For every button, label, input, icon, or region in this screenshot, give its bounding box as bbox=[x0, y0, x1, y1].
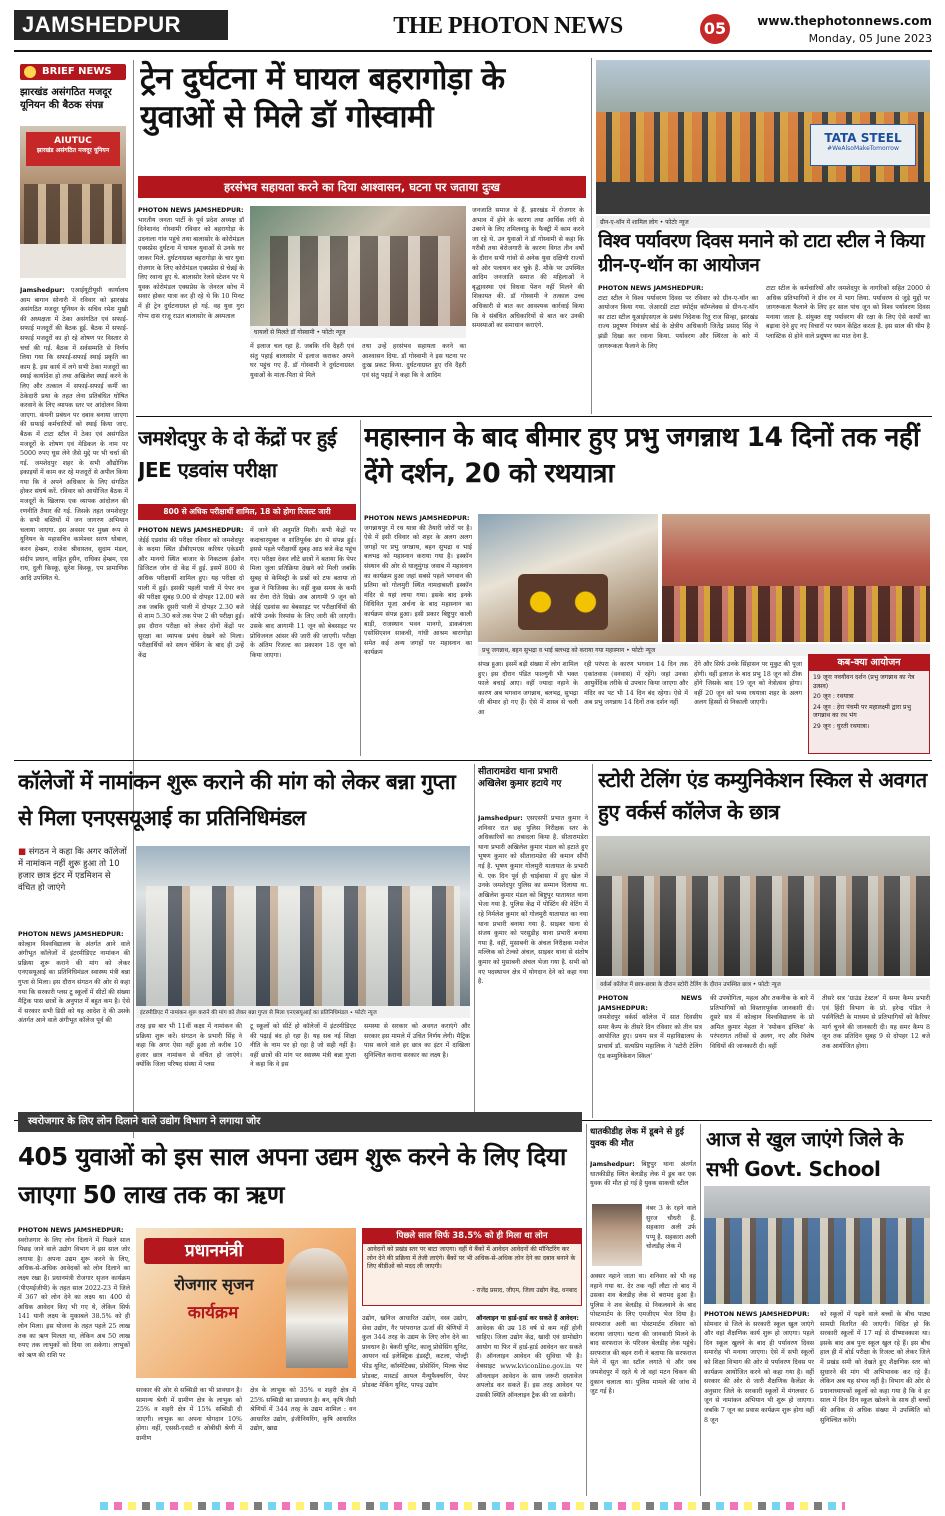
issue-date: Monday, 05 June 2023 bbox=[808, 32, 932, 45]
drowning-body-top bbox=[590, 1160, 696, 1200]
drowning-dateline: Jamshedpur: bbox=[590, 1161, 635, 1168]
poster-portrait bbox=[286, 1248, 348, 1368]
drowning-body-right: नंबर 3 के रहने वाले सुरज चौधरी हैं. सहकारा अली उर्फ पप्पू है. सहकारा अली चोलडीह लेक में bbox=[646, 1205, 696, 1251]
jagannath-headline: महास्नान के बाद बीमार हुए प्रभु जगन्नाथ 14 दिनों तक नहीं देंगे दर्शन, 20 को रथयात्रा bbox=[364, 422, 920, 489]
train-headline: ट्रेन दुर्घटना में घायल बहरागोड़ा के युवाओं से मिले डॉ गोस्वामी bbox=[140, 61, 505, 135]
nsui-photo-caption: इंटरमीडिएट में नामांकन शुरू कराने की मांग को लेकर बन्ना गुप्ता से मिला एनएसयूआई का प्रतिनिधिमंडल • फोटोः न्यूज bbox=[136, 1006, 470, 1018]
sitaramdera-headline: सीतारामडेरा थाना प्रभारी अखिलेश कुमार हटाये गए bbox=[478, 767, 562, 789]
jee-divider bbox=[360, 420, 361, 756]
jagannath-col-1 bbox=[364, 514, 472, 754]
jee-col-2: में जाने की अनुमति मिली। सभी केंद्रों पर कदाचारमुक्त व शांतिपूर्वक ढंग से संपन्न हुई। इससे पहले परीक्षार्थी सुबह आठ बजे केंद्र पहुंच गए। परीक्षा देकर लौटे छात्रों ने बताया कि पेपर मिला जुला प्रतिक्रिया देखने को मिली जबकि सुबह से केमिस्ट्री के प्रश्नों को टफ बताया तो कुछ ने फिजिक्स के। वहीं कुछ समय के कमी का रोना रोते दिखे। अब आगामी 9 जून को जेईई एडवांस का बेबसाइट पर परीक्षार्थियों की कॉपी उनके रिस्पांस के लिए जारी की जाएगी। उसके बाद आगामी 11 जून को बेबसाइट पर प्रोविजनल आंसर की जारी की जाएगी। परीक्षा के अंतिम रिजल्ट का प्रकाशन 18 जून को किया जाएगा। bbox=[250, 527, 356, 659]
sitaramdera-dateline: Jamshedpur: bbox=[478, 815, 523, 822]
green-headline: विश्व पर्यावरण दिवस मनाने को टाटा स्टील ने किया ग्रीन-ए-थॉन का आयोजन bbox=[598, 231, 925, 276]
page-number: 05 bbox=[700, 14, 730, 44]
workers-photo bbox=[596, 836, 930, 976]
train-dateline: PHOTON NEWS JAMSHEDPUR: bbox=[138, 207, 244, 214]
nsui-pullquote-text: संगठन ने कहा कि अगर कॉलेजों में नामांकन नहीं शुरू हुआ तो 10 हजार छात्र इंटर में एडमिशन से वंचित हो जाएंगे bbox=[18, 847, 127, 893]
loan-col-5 bbox=[476, 1314, 582, 1494]
sitaramdera-body-text: एसएसपी प्रभात कुमार ने शनिवार रात छह पुलिस निरीक्षक स्तर के अधिकारियों का तबादला किया है. सीतारामडेरा थाना प्रभारी अखिलेश कुमार मंडल को हटाते हुए भूषण कुमार को सीतारामडेरा की कमान सौंपी गई है. भूषण कुमार गोलमुरी यातायात के प्रभारी थे. एक दिन पूर्व ही चाईबासा में हुए खेल में उनके जमशेदपुर पुलिस का सम्मान दिलाया था. अखिलेश कुमार मंडल को बिष्टुपुर यातायात थाना भेजा गया है. पुलिस केंद्र में पोस्टिंग की वेटिंग में रहे निर्मलेश कुमार को गोलमुरी यातायात का नया थाना प्रभारी बनाया गया है. साइबर थाना से संजय कुमार को परसुडीह थाना प्रभारी बनाया गया है. वहीं, मुसाबनी के अंचल निरीक्षक मनोज मल्लिक को टेल्को अंचल, साइबर थाना से संतोष कुमार को मुसाबनी अंचल भेजा गया है. सभी को नए पदस्थापन क्षेत्र में योगदान देने को कहा गया है. bbox=[478, 815, 588, 986]
schedule-item: 24 जून : हेरा पंचमी पर महालक्ष्मी द्वारा प्रभु जगन्नाथ का रथ भंग bbox=[813, 703, 911, 720]
brief-body bbox=[20, 286, 128, 771]
drowning-body: अक्सर नहाने जाता था। शनिवार को भी वह नहाने गया था. देर तक नहीं लौटा तो बाद में उसका शव बेलडीह लेक से बरामद हुआ है। पुलिस ने शव बेलडीह से निकलवाने के बाद पोस्टमार्टम के लिए एमजीएम भेज दिया है। सरफराज अली का पोस्टमार्टम रविवार को कराया जाएगा। घटना की जानकारी मिलने के बाद सरफराज के परिजन बेलडीह लेक पहुंचे। सरफराज की बहन रानी ने बताया कि सरफराज मेले में सूत का स्टॉल लगाते थे और जब जमशेदपुर में रहते थे तो वहां मटन चिकन की दुकान चलाता था। पुलिस मामले की जांच में जुट गई है। bbox=[590, 1273, 696, 1396]
workers-col-3: तीसरे सत्र 'ग्राउंड टेस्टल' में समर कैम्प प्रभारी एवं हिंदी विभाग के प्रो. हरेन्द्र पंडित ने पर्सनैलिटी के माध्यम से प्रतिभागियों को कैरियर मार्ग चुनने की जानकारी दी। यह समर कैम्प 8 जून तक प्रतिदिन सुबह 9 से दोपहर 12 बजे तक आयोजित होगा। bbox=[822, 995, 930, 1050]
train-col-1-text: भारतीय जनता पार्टी के पूर्व प्रदेश अध्यक्ष डॉ दिनेशानंद गोस्वामी रविवार को बहरागोड़ा के उदनाला गांव पहुंचे तथा बालासोर के कोरोमंडल एक्सप्रेस दुर्घटना में घायल युवाओं से उनके घर जाकर मिले. दुर्घटनाग्रस्त बहरागोड़ा के चार युवा रोजगार के लिए कोरोमंडल एक्सप्रेस से चेन्नई के लिए रवाना हुए थे. बालासोर रेलवे स्टेशन पर ये युवक कोरोमंडल एक्सप्रेस के जेनरल कोच में सवार होकर यात्रा कर ही रहे थे कि 10 मिनट में ही ट्रेन दुर्घटनाग्रस्त हो गई. वह युवा गुरा गोप्प दास राजू राउत बालासोर के अस्पताल bbox=[138, 216, 244, 320]
green-dateline: PHOTON NEWS JAMSHEDPUR: bbox=[598, 285, 704, 292]
loan-story bbox=[14, 1110, 584, 1496]
brief-banner-line-2: झारखंड असंगठित मजदूर यूनियन bbox=[36, 147, 110, 154]
print-color-marks bbox=[100, 1502, 845, 1510]
loan-col-1-text: स्वरोजगार के लिए लोन दिलाने में पिछले साल पिछड़ जाने वाले उद्योग विभाग ने इस साल जोर लगाया है। अपना उद्यम शुरू करने के लिए, अधिक-से-अधिक आवेदकों को लोन दिलाने का लक्ष्य रखा है। प्रधानमंत्री रोजगार सृजन कार्यक्रम (पीएमईजीपी) के तहत साल 2022-23 में जिले में 367 को लोन देने का लक्ष्य था। 400 से अधिक आवेदन किए भी गए थे, लेकिन सिर्फ 141 यानी लक्ष्य के मुकाबले 38.5% को ही लोन मिला। इस योजना के तहत पहले 25 लाख तक का ऋण मिलता था, लेकिन अब 50 लाख रुपए तक लाभुकों को दिया जा सकेगा। लाभुकों को ऋण की राशि पर bbox=[18, 1236, 130, 1359]
brief-news-label bbox=[20, 64, 126, 80]
train-story bbox=[136, 58, 588, 414]
school-col-2: को स्कूलों में पढ़ने वाले बच्चों के बीच पाठ्य सामग्री वितरित की जाएगी। विदित हो कि सरकारी स्कूलों में 17 मई से ग्रीष्मावकाश था। इसके बाद अब पुनः स्कूल खुल रहे हैं। इस बीच हाल ही में बोर्ड परीक्षा के रिजल्ट को लेकर जिले में प्रखंड समी को देखते हुए शैक्षणिक स्तर को सुधारने की मांग भी अभिभावक कर रहे हैं। लेकिन अब यह संभव नहीं है। विभाग की ओर से प्रधानाध्यापकों स्कूलों को कहा गया है कि वे हर साल में दिन दिन स्कूल खोलने के साथ ही बच्चों की अधिक से अधिक संख्या में उपस्थिति को सुनिश्चित करेंगे। bbox=[820, 1311, 930, 1424]
masthead bbox=[0, 0, 945, 56]
loan-col-5-text: आवेदक की उम्र 18 वर्ष से कम नहीं होनी चाहिए। जिला उद्योग केंद्र, खादी एवं ग्रामोद्योग आयोग या फिर में हार्ड-हार्ड आवेदन कर सकते हैं। ऑनलाइन आवेदन की सुविधा भी है। वेबसाइट www.kviconline.gov.in पर ऑनलाइन आवेदन के साथ जरूरी दस्तावेज अपलोड कर सकते हैं। इस तरह आवेदन पर उसकी स्थिति ऑनलाइन ट्रैक की जा सकेगी। bbox=[476, 1324, 582, 1399]
green-col-1-text: टाटा स्टील ने विश्व पर्यावरण दिवस पर रविवार को ग्रीन-ए-थॉन का आयोजन किया गया. जेआरडी टाटा स्पोर्ट्स कॉम्प्लेक्स से ग्रीन-ए-थॉन का टाटा स्टील यूआईएसएल के प्रबंध निदेशक रितु राज सिन्हा, झारखंड राज्य प्रदूषण नियंत्रण बोर्ड के क्षेत्रीय अधिकारी जितेंद्र प्रसाद सिंह ने झंडी दिखा कर रवाना किया. पर्यावरण और स्थिरता के बारे में जागरूकता फैलाने के लिए bbox=[598, 294, 758, 350]
nsui-dateline: PHOTON NEWS JAMSHEDPUR: bbox=[18, 931, 124, 938]
nsui-divider bbox=[474, 764, 475, 1118]
school-photo bbox=[704, 1186, 930, 1304]
train-col-3: तथा उन्हें हरसंभव सहायता करने का आश्वासन दिया. डॉ गोस्वामी ने इस घटना पर दुःख प्रकट किया. दुर्घटनाग्रस्त हुए रवि दैहरी एवं संतु पहाई ने कहा कि वे आदिम bbox=[362, 343, 466, 379]
loan-quote-credit: - राजेंद्र प्रसाद, जीएम, जिला उद्योग केंद्र, धनबाद bbox=[472, 1287, 577, 1294]
jee-subhead: 800 से अधिक परीक्षार्थी शामिल, 18 को होगा रिजल्ट जारी bbox=[138, 504, 356, 520]
train-col-2: में इलाज चल रहा है. जबकि रवि दैहरी एवं संतु पहाई बालासोर में इलाज कराकर अपने घर पहुंच गए हैं. डॉ गोस्वामी ने दुर्घटनाग्रस्त युवाओं के माता-पिता से मिले bbox=[250, 343, 354, 379]
schedule-item: 19 जूनः नवयौवन दर्शन (प्रभु जगन्नाथ का नेत्र उत्सव) bbox=[813, 674, 915, 690]
nsui-col-3: टू स्कूलों को सीटें हो कॉलेजों में इंटरमीडिएट की पढ़ाई बंद हो रहा है। यह सब नई शिक्षा नीति के नाम पर हो रहा है जो सही नहीं है। वहीं छात्रों की मांग पर स्वास्थ्य मंत्री बन्ना गुप्ता ने कहा कि वे इस bbox=[250, 1023, 356, 1069]
row-divider-1 bbox=[136, 416, 932, 417]
loan-col-5-head: ऑनलाइन या हार्ड-हार्ड कर सकते हैं आवेदन: bbox=[476, 1315, 579, 1322]
workers-col-1-text: जमशेदपुर वर्कर्स कॉलेज में सात दिवसीय समर कैम्प के तीसरे दिन रविवार को तीन सत्र आयोजित हुए। प्रथम सत्र में महाविद्यालय के प्राचार्य डॉ. सत्यप्रिय महालिक ने 'स्टोरी टेलिंग एंड कम्युनिकेशन स्किल' bbox=[598, 1014, 702, 1060]
city-label: JAMSHEDPUR bbox=[14, 10, 228, 40]
tata-steel-sign-sub: #WeAlsoMakeTomorrow bbox=[827, 145, 899, 152]
green-story bbox=[594, 58, 932, 414]
workers-photo-caption: वर्कर्स कॉलेज में छात्र-छात्रा के दौरान स्टोरी टेलिंग के दौरान उपस्थित छात्र • फोटोः न्यूज bbox=[596, 978, 930, 990]
loan-divider bbox=[586, 1124, 587, 1496]
school-children bbox=[704, 1218, 930, 1304]
green-col-1 bbox=[598, 284, 758, 410]
train-col-4: जनजाति समाज से हैं. झारखंड में रोजगार के अभाव में होने के कारण तथा आर्थिक तंगी से उबरने के लिए तमिलनाडु के फैक्ट्री में काम करने जा रहे थे. उन युवाओं ने डॉ गोस्वामी से कहा कि गरीबी तथा बेरोजगारी के कारण विगत तीन वर्षों के दौरान सभी गांवों से अनेक युवा दक्षिणी राज्यों को ओर पलायन कर चुके हैं. मौके पर उपस्थित आदिम जनजाति समाज की महिलाओं ने बृद्धावस्था एवं विधवा पेंशन नहीं मिलने की शिकायत की. डॉ गोस्वामी ने तत्काल उच्च अधिकारी से बात कर आवश्यक कार्रवाई किया कि वे संबंधित अधिकारियों से बात कर उनकी समस्याओं का समाधान कराएंगे. bbox=[472, 207, 584, 330]
drowning-story bbox=[588, 1122, 696, 1496]
poster-line-3: कार्यक्रम bbox=[187, 1303, 239, 1323]
brief-banner bbox=[26, 132, 120, 166]
nsui-col-1-text: कोल्हान विश्वविद्यालय के अंतर्गत आने वाले अंगीभूत कॉलेजों में इंटरमीडिएट नामांकन की प्रक्रिया शुरू कराने की मांग को लेकर एनएसयूआई का प्रतिनिधिमंडल स्वास्थ्य मंत्री बन्ना गुप्ता से मिला। इस दौरान संगठन की ओर से कहा गया कि सरकारी प्लस टू स्कूलों में सीटों की संख्या मैट्रिक पास छात्रों के अनुपात में बहुत कम है। ऐसे में सरकार सभी डिग्री को यह आदेश दे की उसके अंतर्गत आने वाले अंगीभूत कॉलेज पूर्व की bbox=[18, 940, 130, 1025]
brief-photo bbox=[20, 126, 126, 278]
tata-steel-sign bbox=[810, 124, 916, 166]
green-photo-caption: ग्रीन-ए-थॉन में शामिल लोग • फोटोः न्यूज bbox=[596, 216, 930, 228]
workers-col-1 bbox=[598, 994, 702, 1116]
nsui-headline: कॉलेजों में नामांकन शुरू कराने की मांग को लेकर बन्ना गुप्ता से मिला एनएसयूआई का प्रतिनिधिमंडल bbox=[18, 770, 456, 830]
loan-col-2: सरकार की ओर से सब्सिडी का भी प्रावधान है। सामान्य श्रेणी में ग्रामीण क्षेत्र के लाभुक को 25% व शहरी क्षेत्र में 15% सब्सिडी दी जाएगी। लाभुक का अपना योगदान 10% होगा। वहीं, एससी-एसटी व ओबीसी श्रेणी में ग्रामीण bbox=[136, 1387, 242, 1442]
drowning-body-top-text: बिष्टुपुर थाना अंतर्गत धातकीडीह स्थित बेलडीह लेक में डूब कर एक युवक की मौत हो गई है युवक साकची स्टील bbox=[590, 1161, 696, 1188]
sitaramdera-body bbox=[478, 814, 588, 1116]
nsui-col-1 bbox=[18, 930, 130, 1116]
loan-headline: 405 युवाओं को इस साल अपना उद्यम शुरू करने के लिए दिया जाएगा 50 लाख तक का ऋण bbox=[18, 1142, 566, 1209]
nsui-col-2: तरह इस बार भी 11वीं कक्षा में नामांकन की प्रक्रिया शुरू करें। संगठन के प्रभारी सिंह ने कहा कि अगर ऐसा नहीं हुआ तो करीब 10 हजार छात्र नामांकन से वंचित हो जाएंगे। क्योंकि जिला परिषद संस्था में प्लस bbox=[136, 1023, 242, 1069]
loan-col-3: क्षेत्र के लाभुक को 35% व शहरी क्षेत्र में 25% सब्सिडी का प्रावधान है। बन, कृषि जैसी श्रेणियों में 344 तरह के उद्यम शामिल : वन आधारित उद्योग, इंजीनियरिंग, कृषि आधारित उद्योग, खाद्य bbox=[250, 1387, 356, 1433]
train-photo-figures bbox=[270, 236, 450, 326]
nsui-pullquote bbox=[18, 846, 130, 916]
brief-body-text: एआईयूटीयूसी कार्यालय आम बागान सोनारी में रविवार को झारखंड असंगठित मजदूर यूनियन के सचिव रमेश मुखी की अध्यक्षता में ठेका असंगठित एवं सफाई-सफाई मजदूरों की बैठक हुई. बैठक में सफाई-सफाई मजदूरों का हो रहे शोषण पर विस्तार से चर्चा की गई. बैठक में सर्वसम्मति से निर्णय लिया गया कि सफाई-सफाई स्थाई प्रकृति का काम है. इस कार्य में लगे सभी ठेका मजदूरों का स्थाई कार्यादेश हो तथा अखिलेश स्थाई करने के लिए और तत्काल में सफाई-सफाई कर्मी का ठेकेदारी प्रथा के तहत लेना प्रतिबंधित घोषित करवाने के लिए व्यापक स्तर पर आंदोलन किया जाएगा. कंपनी प्रबंधन पर दबाव बनाया जाएगा की सफाई कर्मचारियों को स्थाई किया जाए. बैठक में टाटा स्टील में ठेका एवं असंगठित मजदूरों के शोषण एवं मेडिकल के नाम पर 5000 रुपए घूस लेने जैसे मुद्दे पर भी चर्चा की गई. जमशेदपुर शहर के सभी औद्योगिक इकाइयों में काम कर रहे मजदूरों से अपील किया गया कि वे अपने अधिकार के लिए संगठित होकर संघर्ष करें. रविवार को आयोजित बैठक में मजदूरों के खिलाफ एक व्यापक आंदोलन की रणनीति तैयार की गई. जिसके तहत जमशेदपुर के सभी बस्तियों में जन जागरण अभियान चलाया जाएगा. इस अवसर पर मुख्य रूप से यूनियन के महासचिव कामेश्वर सरण धोबाल, करन हेम्ब्रम, राजेश श्रीवास्तव, सुदाम मंडल, संदीप प्रधान, वाहित हुसैन, राधिका हेम्ब्रम, एस राय, दुली किस्कू, सुरेश किस्कू, एम प्रामाणिक आदि उपस्थित थे. bbox=[20, 287, 128, 582]
workers-headline: स्टोरी टेलिंग एंड कम्युनिकेशन स्किल से अवगत हुए वर्कर्स कॉलेज के छात्र bbox=[598, 768, 927, 824]
train-col-1 bbox=[138, 206, 244, 412]
schedule-title: कब-क्या आयोजन bbox=[809, 655, 929, 671]
website[interactable]: www.thephotonnews.com bbox=[757, 14, 932, 28]
jagannath-col-4: देंगे और सिर्फ उनके सिंहासन पर मुकुट की पूजा होगी। वहीं इलाज के बाद प्रभु 18 जून को ठीक होंगे जिसके बाद 19 जून को नेत्रोत्सव होगा। वहीं 20 जून को भव्य रथयात्रा शहर के अलग अलग हिस्सों से निकाली जाएगी। bbox=[694, 661, 802, 707]
paper-name: THE PHOTON NEWS bbox=[393, 13, 623, 39]
sitaramdera-story bbox=[476, 762, 590, 1118]
people-silhouettes bbox=[24, 184, 122, 244]
nsui-story bbox=[14, 762, 472, 1118]
jagannath-photo-caption: प्रभु जगन्नाथ, बहन सुभद्रा व भाई बलभद्र को कराया गया महास्नान • फोटोः न्यूज bbox=[478, 644, 930, 656]
drowning-headline: धातकीडीह लेक में डूबने से हुई युवक की मौत bbox=[590, 1127, 685, 1149]
school-col-1 bbox=[704, 1310, 814, 1494]
workers-story bbox=[594, 762, 932, 1118]
table-cloth bbox=[20, 244, 126, 278]
train-photo-caption: घायलों से मिलते डॉ गोस्वामी • फोटोः न्यूज bbox=[250, 326, 466, 338]
schedule-list bbox=[809, 671, 929, 732]
school-story bbox=[702, 1122, 932, 1496]
nsui-col-4: समस्या से सरकार को अवगत कराएंगे और सरकार इस मामले में उचित निर्णय लेगी। मैट्रिक पास करने वाले हर छात्र का इंटर में दाखिला सुनिश्चित कराना सरकार का लक्ष्य है। bbox=[364, 1023, 470, 1059]
pullquote-bullet-icon: ■ bbox=[18, 847, 29, 857]
green-photo-bikes bbox=[596, 182, 930, 214]
row-divider-2 bbox=[14, 760, 932, 761]
sitaramdera-divider bbox=[592, 764, 593, 1118]
jagannath-photo-2 bbox=[662, 514, 930, 642]
poster-line-1: प्रधानमंत्री bbox=[144, 1238, 284, 1264]
school-headline: आज से खुल जाएंगे जिले के सभी Govt. School bbox=[706, 1127, 903, 1181]
schedule-item: 29 जून : घुरती रथयात्रा। bbox=[813, 722, 870, 730]
schedule-box bbox=[808, 654, 930, 754]
jee-headline: जमशेदपुर के दो केंद्रों पर हुई JEE एडवांस परीक्षा bbox=[138, 426, 337, 482]
brief-news-text: BRIEF NEWS bbox=[42, 66, 112, 77]
brief-headline: झारखंड असंगठित मजदूर यूनियन की बैठक संपन्न bbox=[20, 87, 112, 111]
loan-dateline: PHOTON NEWS JAMSHEDPUR: bbox=[18, 1227, 124, 1234]
jee-col-1 bbox=[138, 526, 244, 754]
loan-quote-box bbox=[362, 1228, 582, 1306]
deity-figures bbox=[518, 574, 608, 630]
poster-line-2: रोजगार सृजन bbox=[174, 1275, 254, 1294]
drowning-divider bbox=[700, 1124, 701, 1496]
workers-dateline: PHOTON NEWS JAMSHEDPUR: bbox=[598, 995, 702, 1012]
school-col-1-text: सोमवार से जिले के सरकारी स्कूल खुल जाएंगे और वहां शैक्षणिक कार्य शुरू हो जाएगा। पहले दिन स्कूल खुलने के बाद ही पर्यावरण दिवस समारोह भी मनाया जाएगा। ऐसे में सभी स्कूलों को शिक्षा विभाग की ओर से पर्यावरण दिवस पर कार्यक्रम आयोजित करने को कहा गया है। वहीं सरकार की ओर से जारी शैक्षणिक कैलेंडर के अनुसार जिले के सरकारी स्कूलों में मंगलवार 6 जून से नामांकन अभियान भी शुरू हो जाएगा। जबकि 7 जून का प्रवास कार्यक्रम शुरू होगा वहीं 8 जून bbox=[704, 1320, 814, 1424]
brief-dateline: Jamshedpur: bbox=[20, 287, 65, 294]
jee-dateline: PHOTON NEWS JAMSHEDPUR: bbox=[138, 527, 244, 534]
brief-news-icon bbox=[24, 66, 36, 78]
workers-col-2: की उपयोगिता, महत्व और तकनीक के बारे में प्रतिभागियों को विस्तारपूर्वक जानकारी दी। दूसरे सत्र में कोल्हान विश्वविद्यालय के प्रो अमित कुमार मेहता ने 'स्पोकन इंग्लिश' के परंपरागत तरीकों से अलग, नए और विशेष विधियों की जानकारी दी। वहीं bbox=[710, 995, 814, 1050]
jee-col-1-text: जेईई एडवांस की परीक्षा रविवार को जमशेदपुर के कदमा स्थित डीबीएमएस करियर एकेडमी और मानगो स्थित बाजार के निकटस्थ ईओन डिजिटल जोन दो केंद्र में हुई. इसमें 800 से अधिक परीक्षार्थी शामिल हुए। यह परीक्षा दो पाली में हुई। इसकी पहली पाली में पेपर वन की परीक्षा सुबह 9.00 से दोपहर 12.00 बजे तक जबकि दूसरी पाली में दोपहर 2.30 बजे से शाम 5.30 बजे तक पेपर 2 की परीक्षा हुई। इस दौरान परीक्षा को लेकर दोनों केंद्रों पर सुरक्षा का व्यापक प्रबंध देखने को मिला। परीक्षार्थियों को सघन चेकिंग के बाद ही उन्हें केंद्र bbox=[138, 536, 244, 659]
green-photo bbox=[596, 60, 930, 214]
green-col-2: टाटा स्टील के कर्मचारियों और जमशेदपुर के नागरिकों सहित 2000 से अधिक प्रतिभागियों ने ग्रीन रन में भाग लिया. पर्यावरण से जुड़े मुद्दों पर जागरूकता फैलाने के लिए हर साल पांच जून को विश्व पर्यावरण दिवस मनाया जाता है. संयुक्त राष्ट्र पर्यावरण की रक्षा के लिए ऐसे कार्यों का बढ़ावा देने हुए नए विचारों पर ध्यान केंद्रित करता है. इस साल की थीम है प्लास्टिक से होने वाले प्रदूषण का मात देना है. bbox=[766, 285, 930, 340]
devotees-crowd bbox=[662, 586, 930, 642]
center-right-divider bbox=[591, 58, 592, 414]
drowning-victim-photo bbox=[592, 1204, 642, 1266]
jagannath-col-2: संपन्न हुआ। इसमें बड़ी संख्या में लोग शामिल हुए। इस दौरान पंडित फाल्गुनी भी भक्त फाले बचाई आए। वहीं ज्यादा नहाने के कारण अब भगवान जगन्नाथ, बलभद्र, सुभद्रा जी बीमार हो गए हैं। ऐसे में शास्त्र से चली आ bbox=[478, 661, 578, 716]
loan-kicker: स्वरोजगार के लिए लोन दिलाने वाले उद्योग विभाग ने लगाया जोर bbox=[18, 1112, 582, 1132]
jagannath-photo-1 bbox=[478, 514, 658, 642]
students-rows bbox=[596, 876, 930, 976]
jagannath-dateline: PHOTON NEWS JAMSHEDPUR: bbox=[364, 515, 470, 522]
masthead-rule bbox=[14, 50, 932, 52]
nsui-photo bbox=[136, 846, 470, 1006]
nsui-photo-people bbox=[146, 886, 460, 1006]
jee-story bbox=[136, 418, 358, 756]
brief-banner-line-1: AIUTUC bbox=[54, 136, 92, 146]
loan-col-1 bbox=[18, 1226, 130, 1494]
pmegp-poster bbox=[136, 1228, 356, 1378]
loan-quote-title: पिछले साल सिर्फ 38.5% को ही मिला था लोन bbox=[363, 1229, 581, 1244]
jagannath-col-1-text: जगन्नाथपुर में रथ यात्रा की तैयारी जोरों पर है। ऐसे में इसी रविवार को शहर के अलग अलग जगहों पर प्रभु जगन्नाथ, बहन सुभद्रा व भाई बलभद्र को महास्नान कराया गया है। इस्कॉन संस्थान की ओर से घालूमुंगड़ जवाब में महास्नान का कार्यक्रम हुआ जहां सबसे पहले भगवान की प्रतिमा को गोलमुरी स्थित नामदाबस्ती इस्कॉन मंदिर से यहां लाया गया। इसके बाद इनके विधिवित पूजा अर्चना के बाद महास्नान का कार्यक्रम संपन्न हुआ। इसी प्रकार बिष्टुपुर काली बाड़ी, राजस्थान भवन मानगो, डाकबंगला एसोसिएशन साकची, गांधी आश्रम बारागोड़ा समेत कई अन्य जगहों पर महास्नान का कार्यक्रम bbox=[364, 524, 472, 657]
train-photo bbox=[250, 206, 466, 326]
jagannath-col-3: रही परंपरा के कारण भगवान 14 दिन तक एकांतवास (वनवास) में रहेंगे। जहां उनका आयुर्वेदिक तरीके से उपचार किया जाएगा और मंदिर का पट भी 14 दिन बंद रहेगा। ऐसे में अब प्रभु जगन्नाथ 14 दिनों तक दर्शन नहीं bbox=[584, 661, 688, 707]
loan-quote-body: आवेदनों को प्रखंड स्तर पर बाटा जाएगा। वहीं ये बैंकों में आवेदन आवेदनों की मॉनिटरिंग कर लोन देने की प्रक्रिया में तेजी लाएंगे। बैंकों पर भी अधिक-से-अधिक लोन देने का दबाव बनाने के लिए बीडीओ को मदद ली जाएगी। bbox=[367, 1246, 576, 1271]
jagannath-story bbox=[362, 418, 932, 756]
brief-news bbox=[16, 60, 130, 775]
loan-col-4: उद्योग, खनिज आधारित उद्योग, वस्त्र उद्योग, सेवा उद्योग, गैर परंपरागत ऊर्जा की श्रेणियों में कुल 344 तरह के उद्यम के लिए लोन देने का प्रावधान है। बेकरी यूनिट, कालू प्रोसेसिंग यूनिट, आयरन वर्ड इलेक्ट्रिक इंडस्ट्री, कटला, पोल्ट्री फीड यूनिट, कॉस्मेटिक्स, प्रोसेसिंग, मिल्क चेस्ट प्रोडक्ट, मास्टर्ड आयल मैन्युफैक्चरिंग, पेपर प्रोडक्ट मेकिंग यूनिट, पापड़ उद्योग bbox=[362, 1315, 468, 1390]
schedule-item: 20 जून : रथयात्रा bbox=[813, 693, 854, 701]
train-subhead: हरसंभव सहायता करने का दिया आश्वासन, घटना पर जताया दुःख bbox=[138, 176, 586, 198]
school-dateline: PHOTON NEWS JAMSHEDPUR: bbox=[704, 1311, 810, 1318]
tata-steel-sign-text: TATA STEEL bbox=[824, 131, 902, 145]
